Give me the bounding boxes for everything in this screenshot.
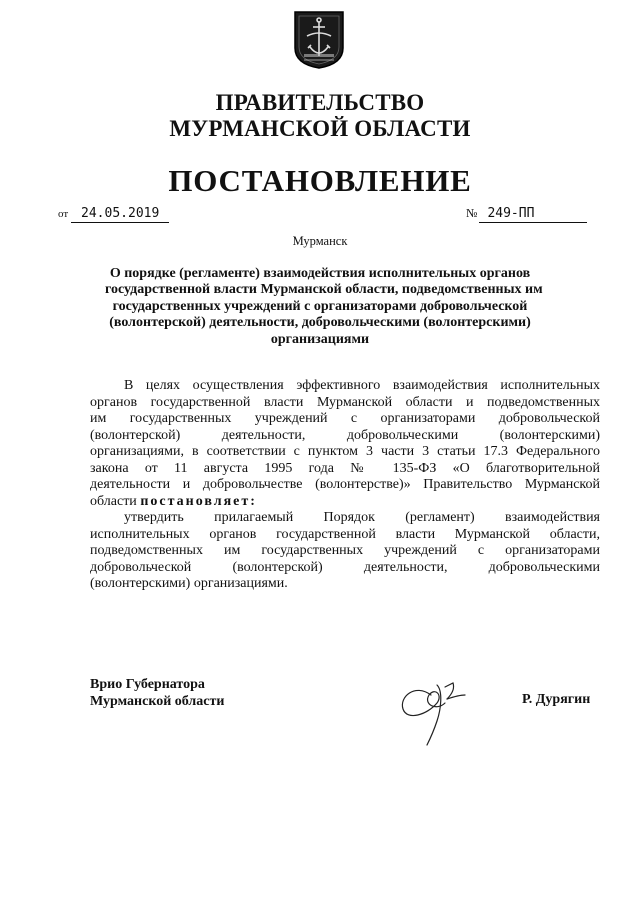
body-line: организациями, в соответствии с пунктом 3 части 3 статьи 17.3 Федерального [90,444,600,459]
signatory-position [90,676,224,710]
coat-of-arms-icon [293,10,345,70]
body-line: им государственных учреждений с организаторами добровольческой [90,411,600,426]
body-line: органов государственной власти Мурманской области и подведомственных [90,394,600,410]
number-field [466,206,587,223]
subject-line: О порядке (регламенте) взаимодействия исполнительных органов [109,266,531,281]
handwritten-signature-icon [393,665,475,747]
resolve-word: постановляет [140,493,251,509]
signatory-position-line1: Врио Губернатора [90,677,205,692]
decision-line: (волонтерскими) организациями. [90,576,288,591]
subject-line: государственных учреждений с организаторами добровольческой [112,298,528,314]
decision-line: подведомственных им государственных учреждений с организаторами [90,543,600,558]
decision-line: добровольческой (волонтерской) деятельности, добровольческими [90,559,600,575]
government-name-line1: ПРАВИТЕЛЬСТВО [215,90,425,115]
body-line: В целях осуществления эффективного взаимодействия исполнительных [124,378,600,393]
body-line: деятельности и добровольчестве (волонтерстве)» Правительство Мурманской [90,477,600,492]
subject-line: (волонтерской) деятельности, добровольческими (волонтерскими) [109,315,531,331]
government-name-line2: МУРМАНСКОЙ ОБЛАСТИ [169,116,471,141]
resolution-line [90,494,600,511]
document-number: 249-ПП [479,206,587,223]
signatory-name: Р. Дурягин [522,692,591,707]
number-prefix: № [466,206,478,220]
subject-line: государственной власти Мурманской области, подведомственных им [105,282,543,298]
city-name: Мурманск [292,234,348,248]
body-line-prefix: области [90,493,137,509]
signatory-position-line2: Мурманской области [90,694,225,709]
subject-line: организациями [270,331,370,347]
date-field [58,206,169,223]
document-subject [105,266,543,348]
document-date: 24.05.2019 [71,206,169,223]
date-prefix: от [58,208,69,220]
decision-line: исполнительных органов государственной власти Мурманской области, [90,526,600,542]
document-type-title: ПОСТАНОВЛЕНИЕ [168,163,472,198]
body-line: (волонтерской) деятельности, добровольческими (волонтерскими) [90,427,600,443]
resolve-colon: : [250,493,257,509]
document-body [90,378,600,593]
decision-line: утвердить прилагаемый Порядок (регламент) взаимодействия [124,510,600,525]
body-line: закона от 11 августа 1995 года № 135-ФЗ «О благотворительной [90,460,600,476]
